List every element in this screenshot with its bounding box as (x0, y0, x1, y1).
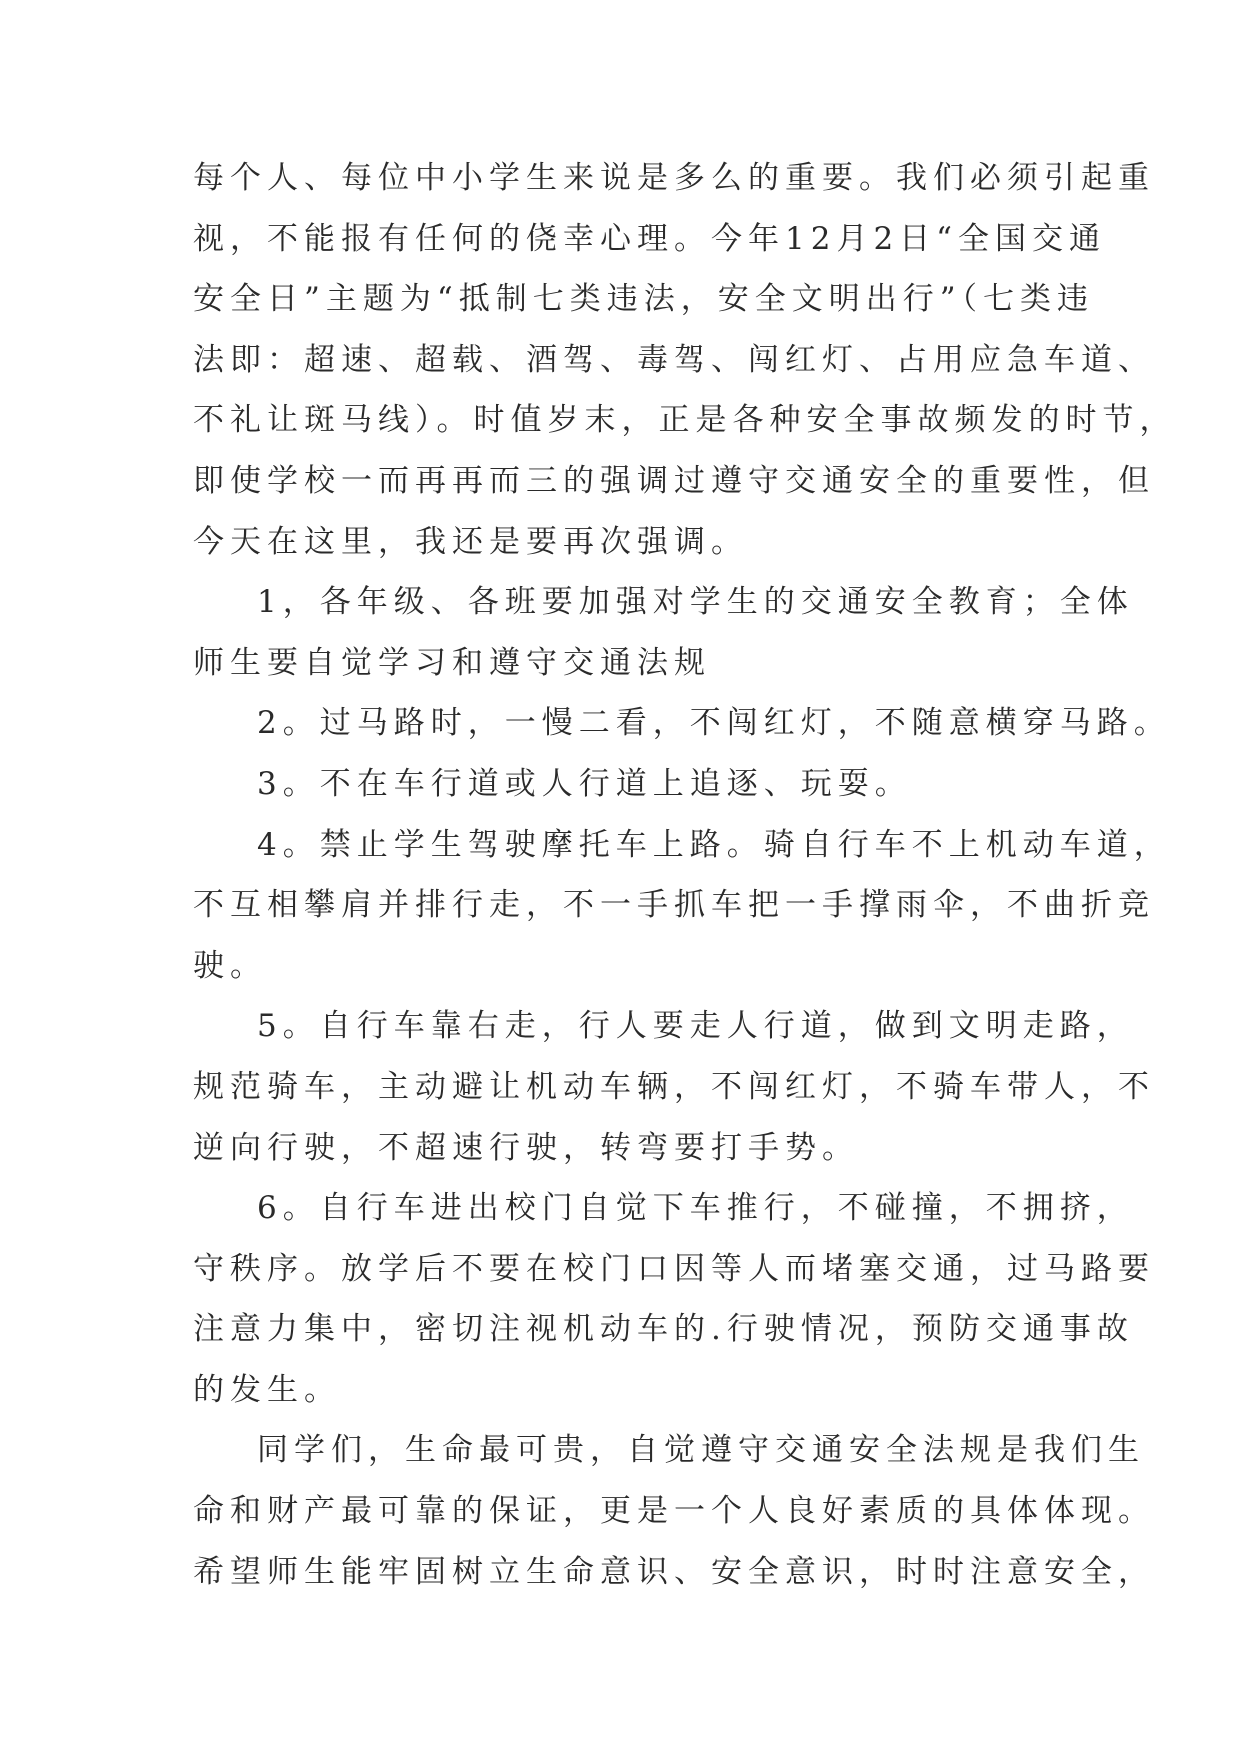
text-line: 每个人、每位中小学生来说是多么的重要。我们必须引起重 (193, 160, 1155, 196)
text-line: 2。过马路时，一慢二看，不闯红灯，不随意横穿马路。 (257, 705, 1171, 742)
text-line: 同学们，生命最可贵，自觉遵守交通安全法规是我们生 (257, 1432, 1145, 1469)
text-line: 守秩序。放学后不要在校门口因等人而堵塞交通，过马路要 (193, 1250, 1155, 1287)
text-line: 规范骑车，主动避让机动车辆，不闯红灯，不骑车带人，不 (193, 1068, 1155, 1105)
text-line: 法即：超速、超载、酒驾、毒驾、闯红灯、占用应急车道、 (193, 341, 1155, 378)
text-line: 的发生。 (193, 1371, 341, 1408)
text-line: 希望师生能牢固树立生命意识、安全意识，时时注意安全， (193, 1553, 1155, 1590)
text-line: 不互相攀肩并排行走，不一手抓车把一手撑雨伞，不曲折竞 (193, 887, 1155, 924)
text-line: 师生要自觉学习和遵守交通法规 (193, 644, 711, 681)
text-line: 今天在这里，我还是要再次强调。 (193, 523, 748, 560)
text-line: 安全日”主题为“抵制七类违法，安全文明出行”（七类违 (193, 281, 1095, 318)
document-body (193, 148, 1177, 1602)
text-line: 视，不能报有任何的侥幸心理。今年12月2日“全国交通 (193, 220, 1107, 257)
text-line: 逆向行驶，不超速行驶，转弯要打手势。 (193, 1129, 859, 1166)
text-line: 即使学校一而再再而三的强调过遵守交通安全的重要性，但 (193, 462, 1155, 499)
text-line: 命和财产最可靠的保证，更是一个人良好素质的具体体现。 (193, 1493, 1155, 1530)
text-line: 5。自行车靠右走，行人要走人行道，做到文明走路， (257, 1008, 1134, 1045)
text-line: 4。禁止学生驾驶摩托车上路。骑自行车不上机动车道， (257, 826, 1171, 863)
text-line: 驶。 (193, 947, 267, 984)
text-line: 1，各年级、各班要加强对学生的交通安全教育；全体 (257, 584, 1134, 621)
text-line: 不礼让斑马线）。时值岁末，正是各种安全事故频发的时节， (193, 402, 1177, 439)
text-line: 6。自行车进出校门自觉下车推行，不碰撞，不拥挤， (257, 1190, 1134, 1227)
text-line: 注意力集中，密切注视机动车的.行驶情况，预防交通事故 (193, 1311, 1134, 1348)
text-line: 3。不在车行道或人行道上追逐、玩耍。 (257, 765, 912, 802)
